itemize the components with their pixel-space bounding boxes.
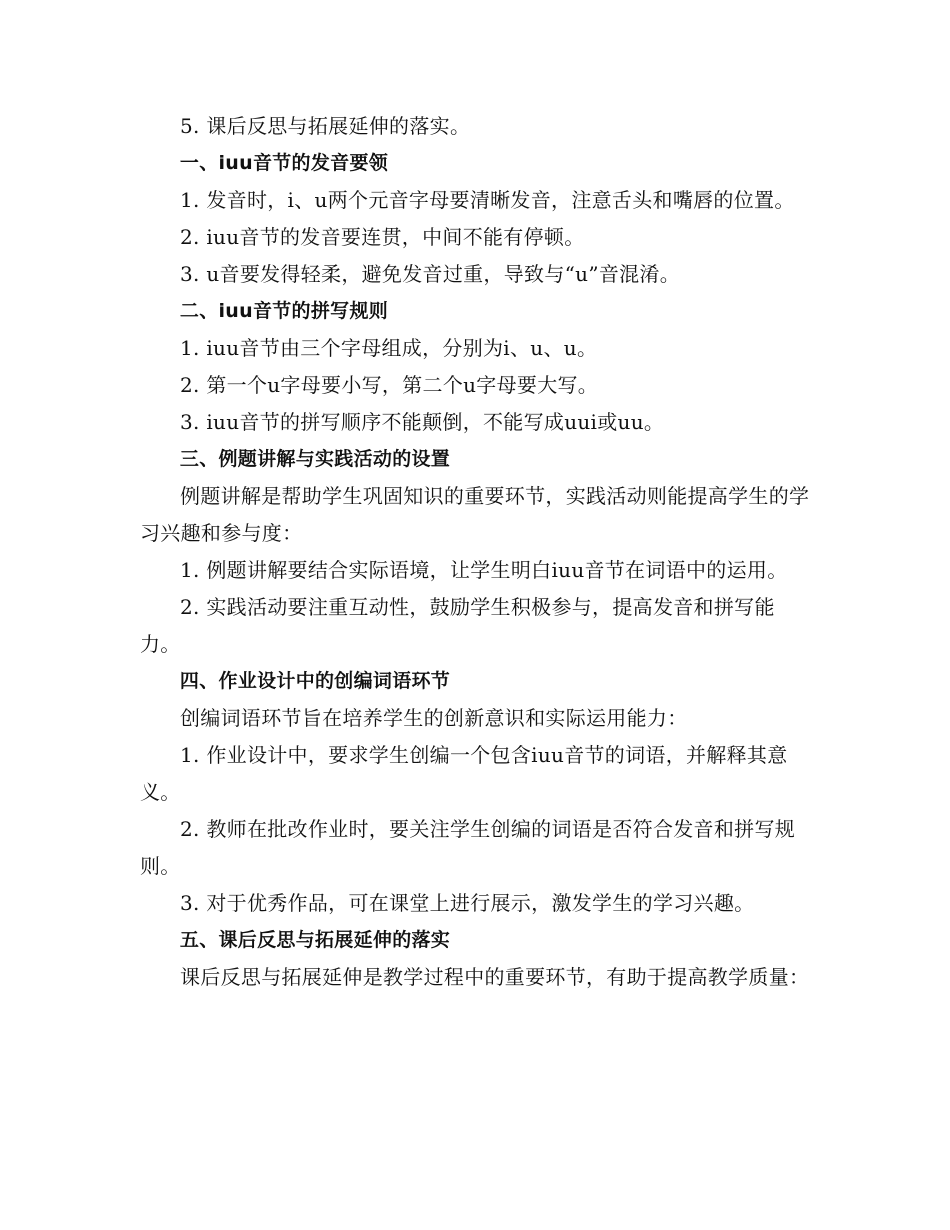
paragraph: 1. iuu音节由三个字母组成，分别为i、u、u。: [180, 336, 598, 360]
list-item-5-reflection: 5. 课后反思与拓展延伸的落实。: [180, 114, 471, 138]
paragraph: 2. 教师在批改作业时，要关注学生创编的词语是否符合发音和拼写规则。: [140, 817, 796, 878]
section-heading-5: 五、课后反思与拓展延伸的落实: [179, 929, 451, 951]
paragraph: 3. 对于优秀作品，可在课堂上进行展示，激发学生的学习兴趣。: [180, 891, 755, 915]
paragraph: 2. 实践活动要注重互动性，鼓励学生积极参与，提高发音和拼写能力。: [140, 595, 775, 656]
paragraph: 创编词语环节旨在培养学生的创新意识和实际运用能力：: [180, 706, 688, 730]
section-heading-1: 一、iuu音节的发音要领: [179, 152, 389, 174]
paragraph: 3. iuu音节的拼写顺序不能颠倒，不能写成uui或uu。: [180, 410, 665, 434]
paragraph: 例题讲解是帮助学生巩固知识的重要环节，实践活动则能提高学生的学习兴趣和参与度：: [140, 484, 810, 545]
section-heading-2: 二、iuu音节的拼写规则: [179, 300, 389, 322]
paragraph: 1. 发音时，i、u两个元音字母要清晰发音，注意舌头和嘴唇的位置。: [180, 188, 795, 212]
paragraph: 1. 例题讲解要结合实际语境，让学生明白iuu音节在词语中的运用。: [180, 558, 788, 582]
section-heading-3: 三、例题讲解与实践活动的设置: [179, 448, 451, 470]
document-page: [140, 108, 812, 996]
paragraph: 2. 第一个u字母要小写，第二个u字母要大写。: [180, 373, 599, 397]
paragraph: 3. u音要发得轻柔，避免发音过重，导致与“u”音混淆。: [180, 262, 681, 286]
paragraph: 课后反思与拓展延伸是教学过程中的重要环节，有助于提高教学质量：: [180, 965, 810, 989]
paragraph: 1. 作业设计中，要求学生创编一个包含iuu音节的词语，并解释其意义。: [140, 743, 788, 804]
section-heading-4: 四、作业设计中的创编词语环节: [179, 670, 451, 692]
paragraph: 2. iuu音节的发音要连贯，中间不能有停顿。: [180, 225, 585, 249]
